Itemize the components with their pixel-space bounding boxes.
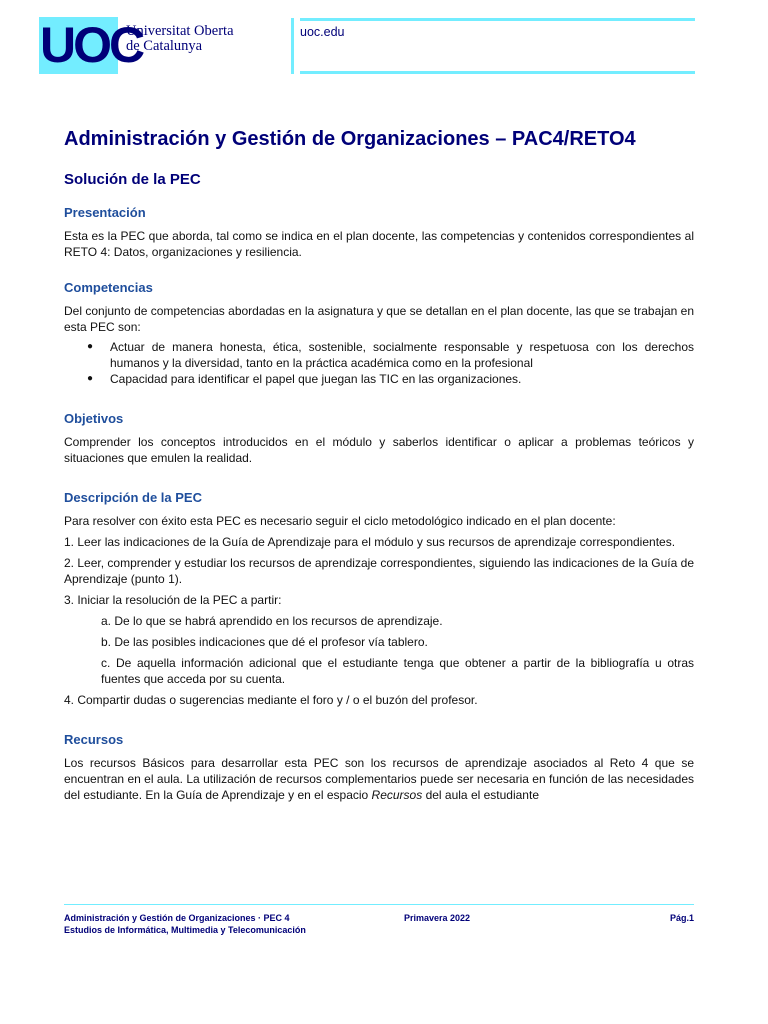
site-url: uoc.edu [300, 25, 345, 39]
competencias-list [64, 339, 694, 387]
page-header [0, 0, 768, 80]
section-objetivos [64, 411, 694, 466]
step-item: 4. Compartir dudas o sugerencias mediante el foro y / o el buzón del profesor. [64, 693, 478, 707]
footer-course: Administración y Gestión de Organizaciones · PEC 4 Estudios de Informática, Multimedia y Telecomunicación [64, 913, 306, 935]
section-heading: Objetivos [64, 411, 124, 426]
document-body [64, 128, 694, 803]
bullet-icon: ● [87, 373, 94, 384]
step-item: 1. Leer las indicaciones de la Guía de Aprendizaje para el módulo y sus recursos de aprendizaje correspondientes. [64, 535, 676, 549]
section-heading: Competencias [64, 280, 153, 295]
document-title: Administración y Gestión de Organizaciones – PAC4/RETO4 [64, 128, 636, 150]
university-name-line2: de Catalunya [126, 38, 203, 54]
logo-text: UOC [40, 17, 143, 73]
footer-term: Primavera 2022 [404, 913, 471, 923]
uoc-logo [39, 17, 143, 74]
university-name-line1: Universitat Oberta [126, 23, 234, 39]
substep-item: a. De lo que se habrá aprendido en los recursos de aprendizaje. [101, 614, 443, 628]
header-top-rule [300, 18, 695, 21]
list-item: ● Actuar de manera honesta, ética, sostenible, socialmente responsable y respetuosa con los derechos humanos y la diversidad, tanto en la práctica académica como en la profesional [87, 340, 694, 370]
footer-page-number: Pág.1 [669, 913, 694, 923]
steps-list [64, 513, 694, 708]
section-paragraph: Comprender los conceptos introducidos en el módulo y saberlos identificar o aplicar a problemas teóricos y situaciones que emulen la realidad. [64, 435, 694, 465]
list-item: ● Capacidad para identificar el papel que juegan las TIC en las organizaciones. [87, 372, 522, 386]
header-bottom-rule [300, 71, 695, 74]
university-name [126, 24, 286, 54]
substep-item: b. De las posibles indicaciones que dé el profesor vía tablero. [101, 635, 428, 649]
section-paragraph: Del conjunto de competencias abordadas en la asignatura y que se detallan en el plan docente, las que se trabajan en esta PEC son: [64, 304, 694, 334]
substep-item: c. De aquella información adicional que el estudiante tenga que obtener a partir de la bibliografía u otras fuentes que acceda por su cuenta. [101, 656, 694, 686]
header-divider [291, 18, 294, 74]
footer-rule [64, 904, 694, 905]
step-item: 2. Leer, comprender y estudiar los recursos de aprendizaje correspondientes, siguiendo las indicaciones de la Guía de Aprendizaje (punto 1). [64, 556, 694, 586]
step-item: 3. Iniciar la resolución de la PEC a partir: [64, 593, 282, 607]
section-paragraph: Esta es la PEC que aborda, tal como se indica en el plan docente, las competencias y contenidos correspondientes al RETO 4: Datos, organizaciones y resiliencia. [64, 229, 694, 259]
section-paragraph: Los recursos Básicos para desarrollar esta PEC son los recursos de aprendizaje asociados al Reto 4 que se encuentran en el aula. La utilización de recursos complementarios puede ser necesaria en función de las necesidades del estudiante. En la Guía de Aprendizaje y en el espacio Recursos del aula el estudiante [64, 756, 694, 802]
section-heading: Recursos [64, 732, 124, 747]
section-heading: Presentación [64, 205, 146, 220]
bullet-icon: ● [87, 341, 94, 352]
section-heading: Descripción de la PEC [64, 490, 202, 505]
section-presentacion [64, 205, 694, 260]
document-subtitle: Solución de la PEC [64, 171, 201, 188]
steps-intro: Para resolver con éxito esta PEC es necesario seguir el ciclo metodológico indicado en el plan docente: [64, 514, 616, 528]
section-descripcion [64, 490, 694, 708]
section-recursos [64, 732, 694, 803]
section-competencias [64, 280, 694, 387]
